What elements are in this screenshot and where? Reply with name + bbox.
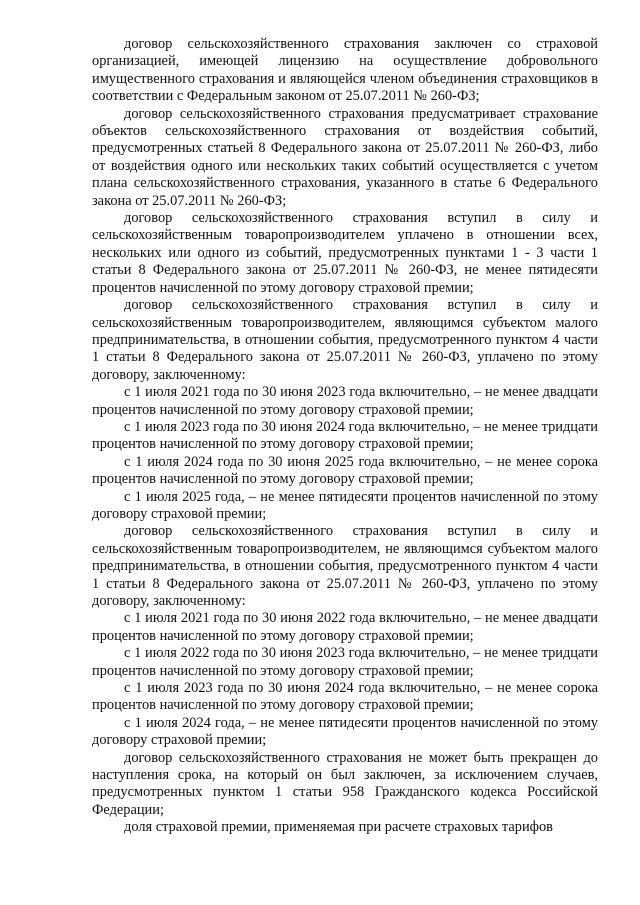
paragraph-non-small-business-2024: с 1 июля 2024 года, – не менее пятидесяти процентов начисленной по этому договору страховой премии; — [92, 714, 598, 749]
paragraph-non-small-business-2021-2022: с 1 июля 2021 года по 30 июня 2022 года включительно, – не менее двадцати процентов начисленной по этому договору страховой премии; — [92, 610, 598, 644]
paragraph-small-business-2023-2024: с 1 июля 2023 года по 30 июня 2024 года включительно, – не менее тридцати процентов начисленной по этому договору страховой премии; — [92, 418, 598, 453]
paragraph-premium-paid-general: договор сельскохозяйственного страхования вступил в силу и сельскохозяйственным товаропроизводителем уплачено в отношении всех, нескольких или одного из событий, предусмотренных пунктами 1 - 3 части 1 статьи 8 Федерального закона от 25.07.2011 № 260-ФЗ, не менее пятидесяти процентов начисленной по этому договору страховой премии; — [92, 210, 598, 296]
paragraph-non-small-business-2022-2023: с 1 июля 2022 года по 30 июня 2023 года включительно, – не менее тридцати процентов начисленной по этому договору страховой премии; — [92, 645, 598, 679]
paragraph-insurer-membership: договор сельскохозяйственного страхования заключен со страховой организацией, имеющей лицензию на осуществление добровольного имущественного страхования и являющейся членом объединения страховщиков в соответствии с Федеральным законом от 25.07.2011 № 260-ФЗ; — [92, 36, 598, 105]
paragraph-premium-share: доля страховой премии, применяемая при расчете страховых тарифов — [124, 819, 553, 836]
paragraph-contract-termination: договор сельскохозяйственного страхования не может быть прекращен до наступления срока, на который он был заключен, за исключением случаев, предусмотренных пунктом 1 статьи 958 Гражданского кодекса Российской Федерации; — [92, 749, 598, 818]
paragraph-small-business-2025: с 1 июля 2025 года, – не менее пятидесяти процентов начисленной по этому договору страховой премии; — [92, 488, 598, 522]
paragraph-small-business-premium: договор сельскохозяйственного страхования вступил в силу и сельскохозяйственным товаропроизводителем, являющимся субъектом малого предпринимательства, в отношении события, предусмотренного пунктом 4 части 1 статьи 8 Федерального закона от 25.07.2011 № 260-ФЗ, уплачено по этому договору, заключенному: — [92, 297, 598, 383]
paragraph-insured-events: договор сельскохозяйственного страхования предусматривает страхование объектов сельскохозяйственного страхования от воздействия событий, предусмотренных статьей 8 Федерального закона от 25.07.2011 № 260-ФЗ, либо от воздействия одного или нескольких таких событий осуществляется с учетом плана сельскохозяйственного страхования, указанного в статье 6 Федерального закона от 25.07.2011 № 260-ФЗ; — [92, 105, 598, 209]
paragraph-small-business-2024-2025: с 1 июля 2024 года по 30 июня 2025 года включительно, – не менее сорока процентов начисленной по этому договору страховой премии; — [92, 453, 598, 488]
document-page — [92, 36, 598, 837]
paragraph-non-small-business-2023-2024: с 1 июля 2023 года по 30 июня 2024 года включительно, – не менее сорока процентов начисленной по этому договору страховой премии; — [92, 680, 598, 714]
paragraph-small-business-2021-2023: с 1 июля 2021 года по 30 июня 2023 года включительно, – не менее двадцати процентов начисленной по этому договору страховой премии; — [92, 384, 598, 418]
paragraph-non-small-business-premium: договор сельскохозяйственного страхования вступил в силу и сельскохозяйственным товаропроизводителем, не являющимся субъектом малого предпринимательства, в отношении события, предусмотренного пунктом 4 части 1 статьи 8 Федерального закона от 25.07.2011 № 260-ФЗ, уплачено по этому договору, заключенному: — [92, 523, 598, 609]
